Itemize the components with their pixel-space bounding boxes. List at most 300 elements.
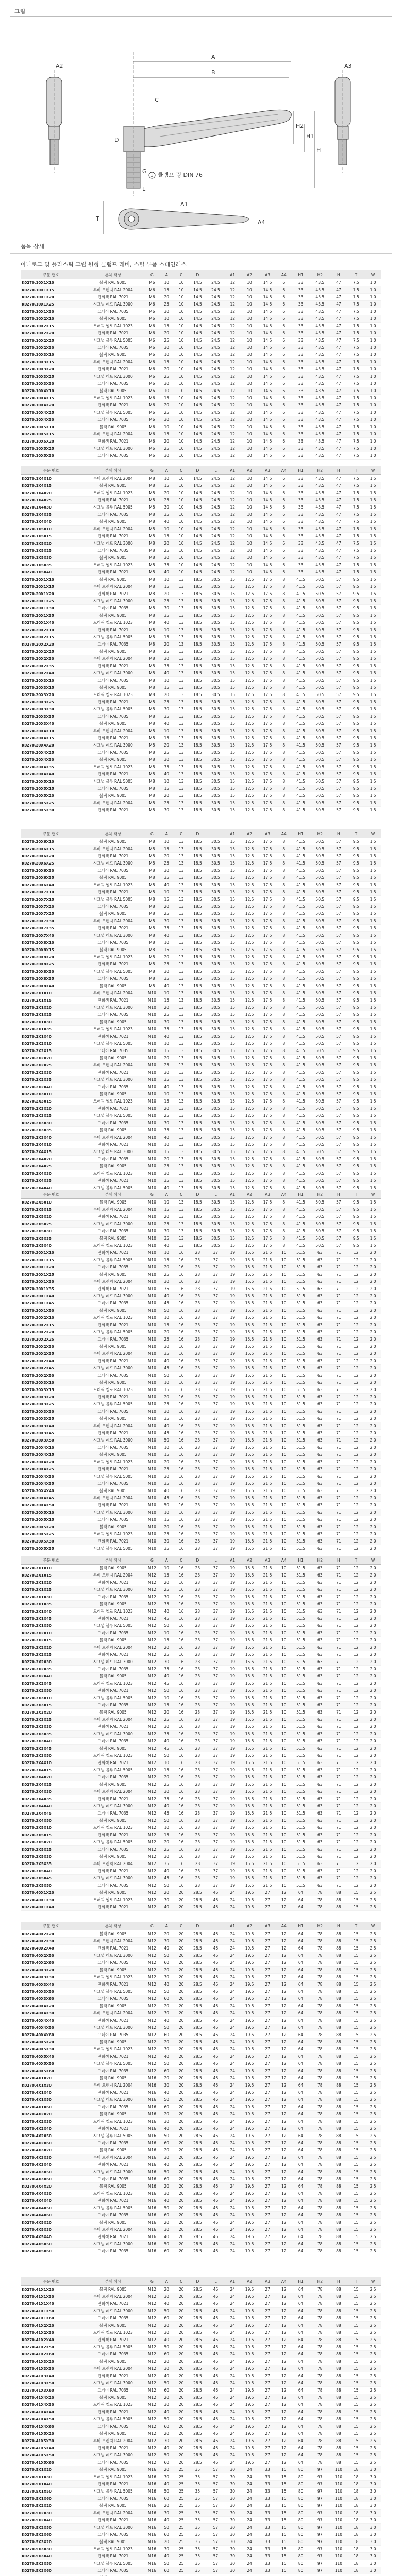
order-number-cell[interactable]: K0270.10X2X30 xyxy=(21,344,81,351)
order-number-cell[interactable]: K0270.3X5X35 xyxy=(21,1860,81,1868)
order-number-cell[interactable]: K0270.4X5X20 xyxy=(21,2219,81,2226)
order-number-cell[interactable]: K0270.1X5X30 xyxy=(21,554,81,562)
order-number-cell[interactable]: K0270.41X2X50 xyxy=(21,2344,81,2351)
order-number-cell[interactable]: K0270.3X4X25 xyxy=(21,1781,81,1788)
order-number-cell[interactable]: K0270.1X5X20 xyxy=(21,540,81,547)
order-number-cell[interactable]: K0270.2X1X40 xyxy=(21,1033,81,1040)
order-number-cell[interactable]: K0270.3X3X30 xyxy=(21,1723,81,1731)
order-number-cell[interactable]: K0270.2X4X40 xyxy=(21,1184,81,1192)
order-number-cell[interactable]: K0270.20X5X25 xyxy=(21,800,81,807)
order-number-cell[interactable]: K0270.3X2X40 xyxy=(21,1673,81,1680)
order-number-cell[interactable]: K0270.30X3X15 xyxy=(21,1386,81,1394)
order-number-cell[interactable]: K0270.3X1X10 xyxy=(21,1565,81,1572)
order-number-cell[interactable]: K0270.20X2X25 xyxy=(21,648,81,655)
order-number-cell[interactable]: K0270.10X3X20 xyxy=(21,366,81,373)
order-number-cell[interactable]: K0270.4X1X50 xyxy=(21,2096,81,2104)
order-number-cell[interactable]: K0270.3X1X50 xyxy=(21,1622,81,1630)
order-number-cell[interactable]: K0270.41X2X40 xyxy=(21,2336,81,2344)
order-number-cell[interactable]: K0270.1X4X15 xyxy=(21,482,81,489)
order-number-cell[interactable]: K0270.30X2X50 xyxy=(21,1372,81,1379)
order-number-cell[interactable]: K0270.40X2X30 xyxy=(21,1938,81,1945)
order-number-cell[interactable]: K0270.20X6X15 xyxy=(21,845,81,853)
order-number-cell[interactable]: K0270.40X5X50 xyxy=(21,2060,81,2067)
order-number-cell[interactable]: K0270.30X1X50 xyxy=(21,1307,81,1314)
order-number-cell[interactable]: K0270.2X4X20 xyxy=(21,1156,81,1163)
order-number-cell[interactable]: K0270.2X1X30 xyxy=(21,1019,81,1026)
order-number-cell[interactable]: K0270.3X5X25 xyxy=(21,1846,81,1853)
order-number-cell[interactable]: K0270.3X2X50 xyxy=(21,1687,81,1694)
order-number-cell[interactable]: K0270.3X3X10 xyxy=(21,1694,81,1702)
order-number-cell[interactable]: K0270.10X2X20 xyxy=(21,330,81,337)
order-number-cell[interactable]: K0270.2X2X10 xyxy=(21,1040,81,1047)
order-number-cell[interactable]: K0270.3X4X30 xyxy=(21,1788,81,1795)
order-number-cell[interactable]: K0270.40X4X50 xyxy=(21,2024,81,2031)
order-number-cell[interactable]: K0270.1X5X25 xyxy=(21,547,81,554)
order-number-cell[interactable]: K0270.3X3X25 xyxy=(21,1716,81,1723)
order-number-cell[interactable]: K0270.1X4X10 xyxy=(21,475,81,482)
order-number-cell[interactable]: K0270.30X4X40 xyxy=(21,1487,81,1495)
order-number-cell[interactable]: K0270.30X2X25 xyxy=(21,1336,81,1343)
order-number-cell[interactable]: K0270.2X3X15 xyxy=(21,1098,81,1105)
order-number-cell[interactable]: K0270.2X1X15 xyxy=(21,997,81,1004)
order-number-cell[interactable]: K0270.10X2X15 xyxy=(21,323,81,330)
order-number-cell[interactable]: K0270.10X5X15 xyxy=(21,431,81,438)
order-number-cell[interactable]: K0270.4X5X40 xyxy=(21,2233,81,2241)
dimension-cell: 15.5 xyxy=(241,1709,259,1716)
dimension-cell: 10 xyxy=(159,1509,174,1516)
order-number-cell[interactable]: K0270.20X7X20 xyxy=(21,903,81,910)
order-number-cell[interactable]: K0270.3X3X40 xyxy=(21,1738,81,1745)
order-number-cell[interactable]: K0270.10X4X15 xyxy=(21,395,81,402)
order-number-cell[interactable]: K0270.41X3X30 xyxy=(21,2365,81,2372)
order-number-cell[interactable]: K0270.20X6X10 xyxy=(21,838,81,845)
order-number-cell[interactable]: K0270.10X2X25 xyxy=(21,337,81,344)
order-number-cell[interactable]: K0270.1X5X10 xyxy=(21,526,81,533)
order-number-cell[interactable]: K0270.2X3X30 xyxy=(21,1120,81,1127)
order-number-cell[interactable]: K0270.10X3X30 xyxy=(21,380,81,387)
order-number-cell[interactable]: K0270.30X4X30 xyxy=(21,1473,81,1480)
order-number-cell[interactable]: K0270.4X4X20 xyxy=(21,2183,81,2190)
order-number-cell[interactable]: K0270.30X5X25 xyxy=(21,1531,81,1538)
order-number-cell[interactable]: K0270.4X2X50 xyxy=(21,2132,81,2140)
order-number-cell[interactable]: K0270.40X3X60 xyxy=(21,1995,81,2003)
order-number-cell[interactable]: K0270.40X4X60 xyxy=(21,2031,81,2039)
order-number-cell[interactable]: K0270.20X7X15 xyxy=(21,896,81,903)
order-number-cell[interactable]: K0270.41X3X40 xyxy=(21,2372,81,2380)
order-number-cell[interactable]: K0270.3X5X45 xyxy=(21,1875,81,1882)
order-number-cell[interactable]: K0270.20X7X35 xyxy=(21,925,81,932)
order-number-cell[interactable]: K0270.2X5X20 xyxy=(21,1213,81,1221)
order-number-cell[interactable]: K0270.20X2X20 xyxy=(21,641,81,648)
order-number-cell[interactable]: K0270.4X2X60 xyxy=(21,2140,81,2147)
dimension-cell: M10 xyxy=(145,1148,159,1156)
order-number-cell[interactable]: K0270.20X7X40 xyxy=(21,932,81,939)
order-number-cell[interactable]: K0270.10X5X25 xyxy=(21,445,81,452)
dimension-cell: 37 xyxy=(207,1882,225,1889)
order-number-cell[interactable]: K0270.10X1X15 xyxy=(21,286,81,294)
order-number-cell[interactable]: K0270.2X5X10 xyxy=(21,1199,81,1206)
order-number-cell[interactable]: K0270.4X1X40 xyxy=(21,2089,81,2096)
order-number-cell[interactable]: K0270.3X4X40 xyxy=(21,1803,81,1810)
order-number-cell[interactable]: K0270.4X3X50 xyxy=(21,2168,81,2176)
order-number-cell[interactable]: K0270.2X5X30 xyxy=(21,1228,81,1235)
order-number-cell[interactable]: K0270.2X5X25 xyxy=(21,1221,81,1228)
order-number-cell[interactable]: K0270.20X3X40 xyxy=(21,720,81,727)
order-number-cell[interactable]: K0270.30X1X45 xyxy=(21,1300,81,1307)
order-number-cell[interactable]: K0270.40X1X40 xyxy=(21,1904,81,1911)
order-number-cell[interactable]: K0270.20X8X30 xyxy=(21,968,81,975)
order-number-cell[interactable]: K0270.4X3X20 xyxy=(21,2147,81,2154)
order-number-cell[interactable]: K0270.3X3X35 xyxy=(21,1731,81,1738)
order-number-cell[interactable]: K0270.2X3X10 xyxy=(21,1091,81,1098)
order-number-cell[interactable]: K0270.20X8X35 xyxy=(21,975,81,982)
order-number-cell[interactable]: K0270.3X1X15 xyxy=(21,1572,81,1579)
order-number-cell[interactable]: K0270.3X5X50 xyxy=(21,1882,81,1889)
order-number-cell[interactable]: K0270.41X1X20 xyxy=(21,2286,81,2293)
order-number-cell[interactable]: K0270.10X2X10 xyxy=(21,315,81,323)
order-number-cell[interactable]: K0270.3X4X15 xyxy=(21,1767,81,1774)
order-number-cell[interactable]: K0270.4X3X30 xyxy=(21,2154,81,2161)
order-number-cell[interactable]: K0270.4X5X50 xyxy=(21,2241,81,2248)
order-number-cell[interactable]: K0270.4X2X30 xyxy=(21,2118,81,2125)
order-number-cell[interactable]: K0270.41X3X20 xyxy=(21,2358,81,2365)
order-number-cell[interactable]: K0270.3X2X20 xyxy=(21,1644,81,1651)
dimension-cell: 8 xyxy=(277,699,291,706)
order-number-cell[interactable]: K0270.30X2X10 xyxy=(21,1314,81,1321)
order-number-cell[interactable]: K0270.10X4X25 xyxy=(21,409,81,416)
order-number-cell[interactable]: K0270.30X1X10 xyxy=(21,1249,81,1257)
order-number-cell[interactable]: K0270.20X8X15 xyxy=(21,946,81,954)
order-number-cell[interactable]: K0270.10X4X10 xyxy=(21,387,81,395)
order-number-cell[interactable]: K0270.2X2X15 xyxy=(21,1047,81,1055)
order-number-cell[interactable]: K0270.20X8X20 xyxy=(21,954,81,961)
order-number-cell[interactable]: K0270.10X1X20 xyxy=(21,294,81,301)
order-number-cell[interactable]: K0270.2X2X30 xyxy=(21,1069,81,1076)
order-number-cell[interactable]: K0270.20X4X10 xyxy=(21,727,81,735)
order-number-cell[interactable]: K0270.1X5X35 xyxy=(21,562,81,569)
order-number-cell[interactable]: K0270.4X1X60 xyxy=(21,2104,81,2111)
order-number-cell[interactable]: K0270.4X2X20 xyxy=(21,2111,81,2118)
order-number-cell[interactable]: K0270.20X1X40 xyxy=(21,619,81,626)
order-number-cell[interactable]: K0270.10X4X20 xyxy=(21,402,81,409)
order-number-cell[interactable]: K0270.20X4X25 xyxy=(21,749,81,756)
order-number-cell[interactable]: K0270.20X2X30 xyxy=(21,655,81,663)
dimension-cell: 12 xyxy=(347,1264,364,1271)
order-number-cell[interactable]: K0270.30X4X20 xyxy=(21,1459,81,1466)
order-number-cell[interactable]: K0270.30X4X15 xyxy=(21,1451,81,1459)
dimension-cell: 20 xyxy=(159,954,174,961)
order-number-cell[interactable]: K0270.30X4X25 xyxy=(21,1466,81,1473)
dimension-cell: 10 xyxy=(174,445,189,452)
order-number-cell[interactable]: K0270.40X3X50 xyxy=(21,1988,81,1995)
order-number-cell[interactable]: K0270.41X3X50 xyxy=(21,2380,81,2387)
order-number-cell[interactable]: K0270.3X3X45 xyxy=(21,1745,81,1752)
order-number-cell[interactable]: K0270.20X3X15 xyxy=(21,684,81,691)
order-number-cell[interactable]: K0270.3X2X45 xyxy=(21,1680,81,1687)
order-number-cell[interactable]: K0270.1X4X35 xyxy=(21,511,81,518)
order-number-cell[interactable]: K0270.20X4X30 xyxy=(21,756,81,764)
order-number-cell[interactable]: K0270.20X8X25 xyxy=(21,961,81,968)
order-number-cell[interactable]: K0270.1X4X40 xyxy=(21,518,81,526)
order-number-cell[interactable]: K0270.2X4X35 xyxy=(21,1177,81,1184)
order-number-cell[interactable]: K0270.20X6X35 xyxy=(21,874,81,882)
order-number-cell[interactable]: K0270.41X1X50 xyxy=(21,2308,81,2315)
order-number-cell[interactable]: K0270.40X5X20 xyxy=(21,2039,81,2046)
order-number-cell[interactable]: K0270.41X4X60 xyxy=(21,2423,81,2430)
order-number-cell[interactable]: K0270.20X7X10 xyxy=(21,889,81,896)
order-number-cell[interactable]: K0270.30X1X25 xyxy=(21,1271,81,1278)
order-number-cell[interactable]: K0270.3X3X15 xyxy=(21,1702,81,1709)
order-number-cell[interactable]: K0270.30X5X10 xyxy=(21,1509,81,1516)
order-number-cell[interactable]: K0270.2X3X35 xyxy=(21,1127,81,1134)
order-number-cell[interactable]: K0270.3X3X20 xyxy=(21,1709,81,1716)
order-number-cell[interactable]: K0270.20X1X30 xyxy=(21,605,81,612)
order-number-cell[interactable]: K0270.40X2X20 xyxy=(21,1930,81,1938)
order-number-cell[interactable]: K0270.10X1X30 xyxy=(21,308,81,315)
order-number-cell[interactable]: K0270.4X1X20 xyxy=(21,2075,81,2082)
order-number-cell[interactable]: K0270.40X2X60 xyxy=(21,1959,81,1967)
order-number-cell[interactable]: K0270.4X2X40 xyxy=(21,2125,81,2132)
order-number-cell[interactable]: K0270.4X5X30 xyxy=(21,2226,81,2233)
order-number-cell[interactable]: K0270.2X4X25 xyxy=(21,1163,81,1170)
order-number-cell[interactable]: K0270.41X4X30 xyxy=(21,2401,81,2409)
order-number-cell[interactable]: K0270.3X4X45 xyxy=(21,1810,81,1817)
order-number-cell[interactable]: K0270.10X4X30 xyxy=(21,416,81,423)
order-number-cell[interactable]: K0270.3X3X50 xyxy=(21,1752,81,1759)
order-number-cell[interactable]: K0270.40X3X30 xyxy=(21,1974,81,1981)
order-number-cell[interactable]: K0270.20X1X20 xyxy=(21,590,81,598)
order-number-cell[interactable]: K0270.41X4X20 xyxy=(21,2394,81,2401)
order-number-cell[interactable]: K0270.3X1X35 xyxy=(21,1601,81,1608)
order-number-cell[interactable]: K0270.30X3X40 xyxy=(21,1422,81,1430)
order-number-cell[interactable]: K0270.30X2X35 xyxy=(21,1350,81,1358)
order-number-cell[interactable]: K0270.41X2X30 xyxy=(21,2329,81,2336)
order-number-cell[interactable]: K0270.3X5X30 xyxy=(21,1853,81,1860)
order-number-cell[interactable]: K0270.2X3X40 xyxy=(21,1134,81,1141)
order-number-cell[interactable]: K0270.30X5X35 xyxy=(21,1545,81,1552)
order-number-cell[interactable]: K0270.30X4X50 xyxy=(21,1502,81,1509)
order-number-cell[interactable]: K0270.20X6X40 xyxy=(21,882,81,889)
order-number-cell[interactable]: K0270.20X5X20 xyxy=(21,792,81,800)
order-number-cell[interactable]: K0270.40X4X20 xyxy=(21,2003,81,2010)
order-number-cell[interactable]: K0270.4X4X30 xyxy=(21,2190,81,2197)
order-number-cell[interactable]: K0270.3X4X20 xyxy=(21,1774,81,1781)
order-number-cell[interactable]: K0270.40X4X40 xyxy=(21,2017,81,2024)
order-number-cell[interactable]: K0270.20X3X25 xyxy=(21,699,81,706)
order-number-cell[interactable]: K0270.2X1X10 xyxy=(21,990,81,997)
order-number-cell[interactable]: K0270.40X5X40 xyxy=(21,2053,81,2060)
order-number-cell[interactable]: K0270.20X2X35 xyxy=(21,663,81,670)
order-number-cell[interactable]: K0270.30X3X30 xyxy=(21,1408,81,1415)
order-number-cell[interactable]: K0270.30X3X45 xyxy=(21,1430,81,1437)
order-number-cell[interactable]: K0270.10X5X20 xyxy=(21,438,81,445)
order-number-cell[interactable]: K0270.41X2X20 xyxy=(21,2322,81,2329)
order-number-cell[interactable]: K0270.41X5X30 xyxy=(21,2437,81,2445)
order-number-cell[interactable]: K0270.30X4X45 xyxy=(21,1495,81,1502)
order-number-cell[interactable]: K0270.2X4X30 xyxy=(21,1170,81,1177)
order-number-cell[interactable]: K0270.20X5X15 xyxy=(21,785,81,792)
order-number-cell[interactable]: K0270.20X5X30 xyxy=(21,807,81,814)
order-number-cell[interactable]: K0270.30X2X40 xyxy=(21,1358,81,1365)
order-number-cell[interactable]: K0270.1X5X40 xyxy=(21,569,81,576)
order-number-cell[interactable]: K0270.4X4X50 xyxy=(21,2205,81,2212)
order-number-cell[interactable]: K0270.30X3X35 xyxy=(21,1415,81,1422)
order-number-cell[interactable]: K0270.40X1X20 xyxy=(21,1889,81,1896)
order-number-cell[interactable]: K0270.3X2X30 xyxy=(21,1658,81,1666)
order-number-cell[interactable]: K0270.20X4X35 xyxy=(21,764,81,771)
order-number-cell[interactable]: K0270.3X5X20 xyxy=(21,1839,81,1846)
order-number-cell[interactable]: K0270.3X5X10 xyxy=(21,1824,81,1832)
order-number-cell[interactable]: K0270.2X4X10 xyxy=(21,1141,81,1148)
dimension-cell: 21.5 xyxy=(259,1321,277,1329)
order-number-cell[interactable]: K0270.40X5X30 xyxy=(21,2046,81,2053)
order-number-cell[interactable]: K0270.41X4X40 xyxy=(21,2409,81,2416)
order-number-cell[interactable]: K0270.3X1X40 xyxy=(21,1608,81,1615)
order-number-cell[interactable]: K0270.3X2X15 xyxy=(21,1637,81,1644)
order-number-cell[interactable]: K0270.3X4X10 xyxy=(21,1759,81,1767)
dimension-cell: 35 xyxy=(159,764,174,771)
order-number-cell[interactable]: K0270.20X1X15 xyxy=(21,583,81,590)
order-number-cell[interactable]: K0270.2X5X35 xyxy=(21,1235,81,1242)
order-number-cell[interactable]: K0270.2X3X25 xyxy=(21,1112,81,1120)
order-number-cell[interactable]: K0270.40X1X30 xyxy=(21,1896,81,1904)
order-number-cell[interactable]: K0270.30X1X40 xyxy=(21,1293,81,1300)
order-number-cell[interactable]: K0270.4X3X40 xyxy=(21,2161,81,2168)
order-number-cell[interactable]: K0270.4X4X60 xyxy=(21,2212,81,2219)
order-number-cell[interactable]: K0270.30X4X10 xyxy=(21,1444,81,1451)
order-number-cell[interactable]: K0270.20X4X20 xyxy=(21,742,81,749)
order-number-cell[interactable]: K0270.3X2X25 xyxy=(21,1651,81,1658)
order-number-cell[interactable]: K0270.30X2X20 xyxy=(21,1329,81,1336)
order-number-cell[interactable]: K0270.2X2X25 xyxy=(21,1062,81,1069)
order-number-cell[interactable]: K0270.2X3X20 xyxy=(21,1105,81,1112)
order-number-cell[interactable]: K0270.30X5X30 xyxy=(21,1538,81,1545)
order-number-cell[interactable]: K0270.30X1X30 xyxy=(21,1278,81,1285)
order-number-cell[interactable]: K0270.20X6X20 xyxy=(21,853,81,860)
order-number-cell[interactable]: K0270.41X1X40 xyxy=(21,2300,81,2308)
order-number-cell[interactable]: K0270.40X3X20 xyxy=(21,1967,81,1974)
order-number-cell[interactable]: K0270.10X5X10 xyxy=(21,423,81,431)
order-number-cell[interactable]: K0270.30X5X15 xyxy=(21,1516,81,1523)
order-number-cell[interactable]: K0270.30X2X45 xyxy=(21,1365,81,1372)
order-number-cell[interactable]: K0270.30X2X15 xyxy=(21,1321,81,1329)
order-number-cell[interactable]: K0270.4X1X30 xyxy=(21,2082,81,2089)
order-number-cell[interactable]: K0270.1X4X30 xyxy=(21,504,81,511)
dimension-cell: 71 xyxy=(329,1430,347,1437)
order-number-cell[interactable]: K0270.30X1X15 xyxy=(21,1257,81,1264)
order-number-cell[interactable]: K0270.30X5X20 xyxy=(21,1523,81,1531)
order-number-cell[interactable]: K0270.30X4X35 xyxy=(21,1480,81,1487)
order-number-cell[interactable]: K0270.20X2X15 xyxy=(21,634,81,641)
order-number-cell[interactable]: K0270.2X4X15 xyxy=(21,1148,81,1156)
dimension-cell: 30 xyxy=(159,1069,174,1076)
order-number-cell[interactable]: K0270.10X3X10 xyxy=(21,351,81,359)
order-number-cell[interactable]: K0270.20X8X10 xyxy=(21,939,81,946)
dimension-cell: 63 xyxy=(310,1630,329,1637)
order-number-cell[interactable]: K0270.20X3X10 xyxy=(21,677,81,684)
order-number-cell[interactable]: K0270.30X3X25 xyxy=(21,1401,81,1408)
order-number-cell[interactable]: K0270.3X5X15 xyxy=(21,1832,81,1839)
order-number-cell[interactable]: K0270.20X6X30 xyxy=(21,867,81,874)
order-number-cell[interactable]: K0270.4X5X60 xyxy=(21,2248,81,2255)
order-number-cell[interactable]: K0270.30X3X10 xyxy=(21,1379,81,1386)
order-number-cell[interactable]: K0270.10X5X30 xyxy=(21,452,81,460)
order-number-cell[interactable]: K0270.1X4X25 xyxy=(21,497,81,504)
order-number-cell[interactable]: K0270.20X1X35 xyxy=(21,612,81,619)
order-number-cell[interactable]: K0270.1X5X15 xyxy=(21,533,81,540)
order-number-cell[interactable]: K0270.2X1X35 xyxy=(21,1026,81,1033)
order-number-cell[interactable]: K0270.10X1X10 xyxy=(21,279,81,286)
order-number-cell[interactable]: K0270.20X3X20 xyxy=(21,691,81,699)
order-number-cell[interactable]: K0270.41X1X60 xyxy=(21,2315,81,2322)
order-number-cell[interactable]: K0270.2X5X40 xyxy=(21,1242,81,1249)
order-number-cell[interactable]: K0270.40X3X40 xyxy=(21,1981,81,1988)
order-number-cell[interactable]: K0270.40X2X40 xyxy=(21,1945,81,1952)
order-number-cell[interactable]: K0270.41X4X50 xyxy=(21,2416,81,2423)
order-number-cell[interactable]: K0270.3X4X35 xyxy=(21,1795,81,1803)
order-number-cell[interactable]: K0270.2X5X15 xyxy=(21,1206,81,1213)
order-number-cell[interactable]: K0270.41X1X30 xyxy=(21,2293,81,2300)
order-number-cell[interactable]: K0270.40X5X60 xyxy=(21,2067,81,2075)
order-number-cell[interactable]: K0270.20X3X35 xyxy=(21,713,81,720)
order-number-cell[interactable]: K0270.3X2X35 xyxy=(21,1666,81,1673)
order-number-cell[interactable]: K0270.3X4X50 xyxy=(21,1817,81,1824)
order-number-cell[interactable]: K0270.10X1X25 xyxy=(21,301,81,308)
order-number-cell[interactable]: K0270.20X2X10 xyxy=(21,626,81,634)
order-number-cell[interactable]: K0270.20X8X40 xyxy=(21,982,81,990)
order-number-cell[interactable]: K0270.2X2X20 xyxy=(21,1055,81,1062)
order-number-cell[interactable]: K0270.20X1X10 xyxy=(21,576,81,583)
order-number-cell[interactable]: K0270.2X1X25 xyxy=(21,1011,81,1019)
order-number-cell[interactable]: K0270.30X2X30 xyxy=(21,1343,81,1350)
order-number-cell[interactable]: K0270.2X1X20 xyxy=(21,1004,81,1011)
order-number-cell[interactable]: K0270.1X4X20 xyxy=(21,489,81,497)
order-number-cell[interactable]: K0270.40X4X30 xyxy=(21,2010,81,2017)
dimension-cell: 78 xyxy=(310,2293,329,2300)
order-number-cell[interactable]: K0270.4X4X40 xyxy=(21,2197,81,2205)
order-number-cell[interactable]: K0270.30X1X35 xyxy=(21,1285,81,1293)
order-number-cell[interactable]: K0270.41X3X60 xyxy=(21,2387,81,2394)
order-number-cell[interactable]: K0270.41X5X20 xyxy=(21,2430,81,2437)
order-number-cell[interactable]: K0270.3X1X30 xyxy=(21,1594,81,1601)
order-number-cell[interactable]: K0270.4X3X60 xyxy=(21,2176,81,2183)
order-number-cell[interactable]: K0270.20X2X40 xyxy=(21,670,81,677)
order-number-cell[interactable]: K0270.20X7X25 xyxy=(21,910,81,918)
order-number-cell[interactable]: K0270.2X2X35 xyxy=(21,1076,81,1083)
order-number-cell[interactable]: K0270.20X3X30 xyxy=(21,706,81,713)
order-number-cell[interactable]: K0270.20X1X25 xyxy=(21,598,81,605)
dimension-cell: 18.5 xyxy=(189,845,207,853)
order-number-cell[interactable]: K0270.10X3X15 xyxy=(21,359,81,366)
order-number-cell[interactable]: K0270.20X6X25 xyxy=(21,860,81,867)
order-number-cell[interactable]: K0270.41X2X60 xyxy=(21,2351,81,2358)
order-number-cell[interactable]: K0270.3X2X10 xyxy=(21,1630,81,1637)
order-number-cell[interactable]: K0270.20X5X10 xyxy=(21,778,81,785)
order-number-cell[interactable]: K0270.3X1X20 xyxy=(21,1579,81,1586)
order-number-cell[interactable]: K0270.30X1X20 xyxy=(21,1264,81,1271)
order-number-cell[interactable]: K0270.2X2X40 xyxy=(21,1083,81,1091)
order-number-cell[interactable]: K0270.30X3X20 xyxy=(21,1394,81,1401)
order-number-cell[interactable]: K0270.20X4X40 xyxy=(21,771,81,778)
order-number-cell[interactable]: K0270.3X1X45 xyxy=(21,1615,81,1622)
order-number-cell[interactable]: K0270.3X1X25 xyxy=(21,1586,81,1594)
order-number-cell[interactable]: K0270.20X7X30 xyxy=(21,918,81,925)
order-number-cell[interactable]: K0270.40X2X50 xyxy=(21,1952,81,1959)
order-number-cell[interactable]: K0270.20X4X15 xyxy=(21,735,81,742)
order-number-cell[interactable]: K0270.10X3X25 xyxy=(21,373,81,380)
order-number-cell[interactable]: K0270.30X3X50 xyxy=(21,1437,81,1444)
order-number-cell[interactable]: K0270.3X5X40 xyxy=(21,1868,81,1875)
